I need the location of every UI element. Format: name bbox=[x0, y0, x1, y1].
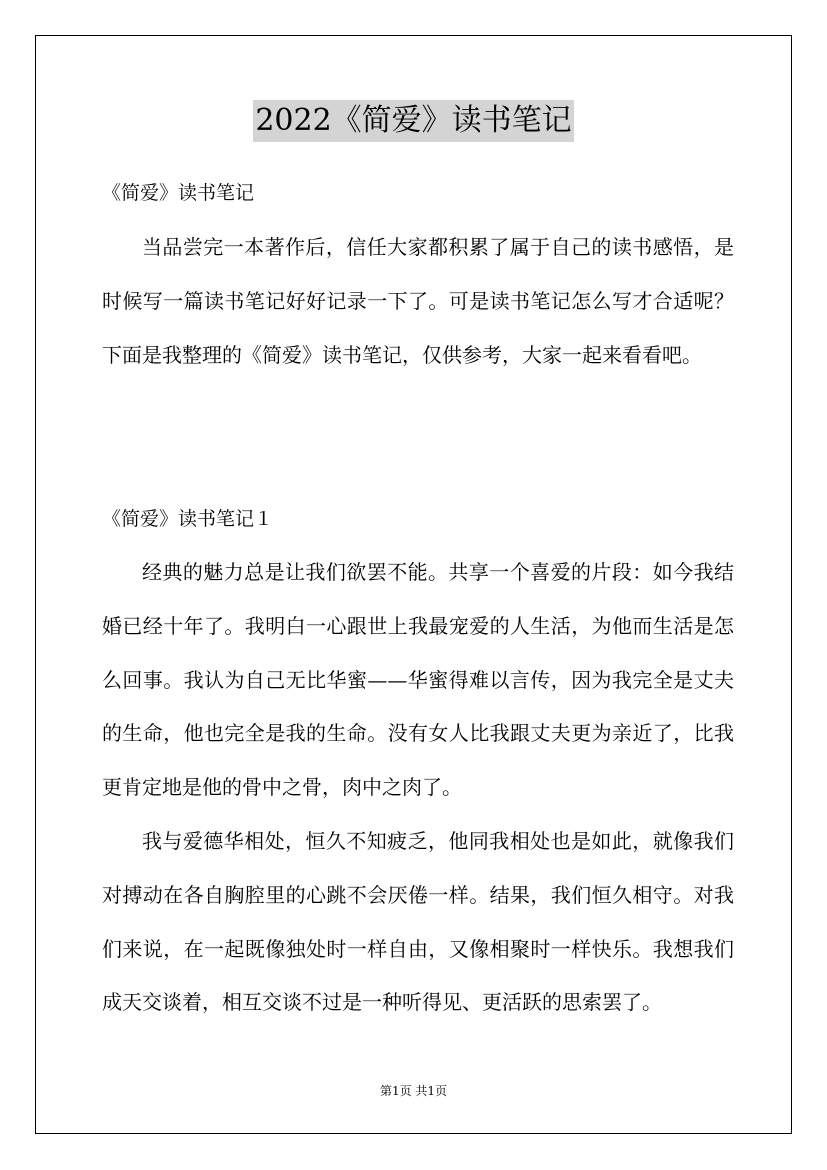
section1-paragraph-2: 我与爱德华相处，恒久不知疲乏，他同我相处也是如此，就像我们对搏动在各自胸腔里的心跳不会厌倦一样。结果，我们恒久相守。对我们来说，在一起既像独处时一样自由，又像相聚时一样快乐。我想我们成天交谈着，相互交谈不过是一种听得见、更活跃的思索罢了。 bbox=[102, 829, 734, 1015]
title-container bbox=[0, 100, 827, 142]
page-footer: 第1页 共1页 bbox=[379, 1084, 448, 1098]
intro-heading: 《简爱》读书笔记 bbox=[102, 182, 255, 204]
document-title: 2022《简爱》读书笔记 bbox=[253, 100, 573, 142]
intro-paragraph: 当品尝完一本著作后，信任大家都积累了属于自己的读书感悟，是时候写一篇读书笔记好好记录一下了。可是读书笔记怎么写才合适呢？下面是我整理的《简爱》读书笔记，仅供参考，大家一起来看看吧。 bbox=[102, 235, 734, 367]
section1-heading: 《简爱》读书笔记１ bbox=[102, 508, 274, 530]
section1-paragraph-1: 经典的魅力总是让我们欲罢不能。共享一个喜爱的片段：如今我结婚已经十年了。我明白一心跟世上我最宠爱的人生活，为他而生活是怎么回事。我认为自己无比华蜜——华蜜得难以言传，因为我完全是丈夫的生命，他也完全是我的生命。没有女人比我跟丈夫更为亲近了，比我更肯定地是他的骨中之骨，肉中之肉了。 bbox=[102, 560, 734, 800]
